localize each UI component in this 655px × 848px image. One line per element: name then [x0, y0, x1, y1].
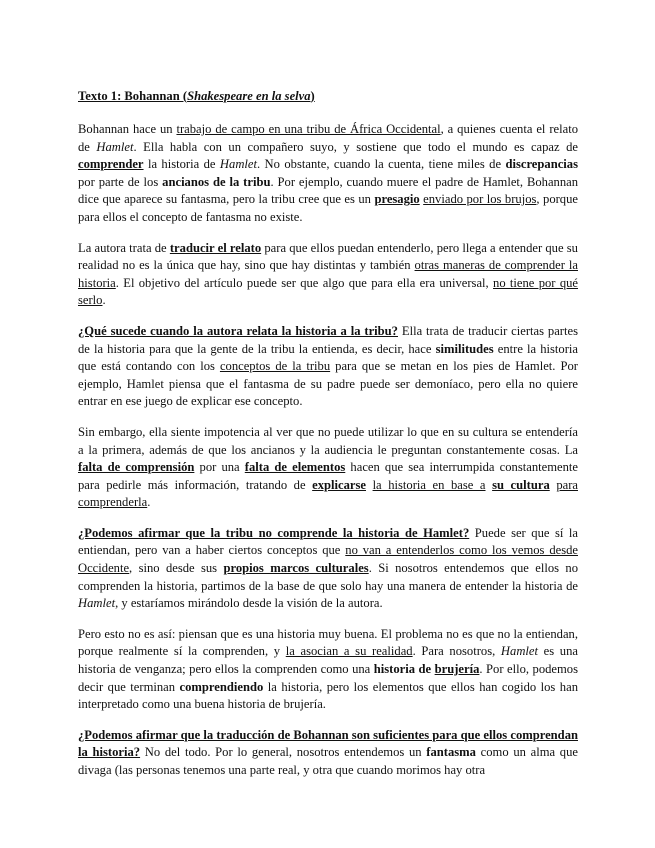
text-run: la historia de — [143, 157, 220, 172]
text-run: para que ellos puedan entenderlo, pero llega a entender que su realidad no es la única que hay, sino que hay distintas y también — [78, 240, 578, 273]
text-run: fantasma — [426, 745, 476, 760]
title-italic: Shakespeare en la selva — [187, 89, 311, 103]
text-run: , y estaríamos mirándolo desde la visión de la autora. — [115, 596, 383, 611]
text-run: Pero esto no es así: piensan que es una historia muy buena. El problema no es que no la entiendan, porque realmente sí la comprenden, y — [78, 626, 578, 659]
text-run: la historia, pero los elementos que ellos han cogido los han interpretado como una buena historia de brujería. — [78, 679, 578, 712]
text-run: . Para nosotros, — [412, 644, 501, 659]
text-run: como un alma que divaga (las personas tenemos una parte real, y otra que cuando morimos hay otra — [78, 745, 578, 777]
text-run: . El objetivo del artículo puede ser que algo que para ella era universal, — [115, 275, 494, 290]
text-run: . Si nosotros entendemos que ellos no comprenden la historia, partimos de la base de que solo hay una manera de entender la historia de — [78, 561, 578, 593]
text-run: la historia en base a — [372, 477, 486, 492]
paragraph-1 — [78, 121, 578, 227]
paragraph-4 — [78, 424, 578, 512]
text-run: Puede ser que sí la entiendan, pero van a haber ciertos conceptos que — [78, 525, 578, 558]
text-run: explicarse — [312, 477, 366, 492]
text-run: su cultura — [492, 477, 550, 492]
text-run: . Ella habla con un compañero suyo, y sostiene que todo el mundo es capaz de — [133, 139, 578, 154]
text-run: traducir el relato — [169, 240, 262, 255]
text-run: , a quienes cuenta el relato de — [78, 122, 579, 154]
text-run: historia de — [373, 662, 435, 677]
text-run: Hamlet — [500, 644, 538, 659]
text-run: , sino desde sus — [129, 561, 224, 576]
document-body — [78, 121, 578, 780]
text-run: no van a entenderlos como los vemos desde Occidente — [78, 543, 578, 576]
text-run: Sin embargo, ella siente impotencia al ver que no puede utilizar lo que en su cultura se entendería a la primera, además de que los ancianos y la audiencia le preguntan constantemente cosas. La — [78, 424, 578, 457]
text-run: ¿Qué sucede cuando la autora relata la historia a la tribu? — [78, 323, 398, 338]
text-run: falta de comprensión — [78, 460, 195, 475]
text-run: para que se metan en los pies de Hamlet. Por ejemplo, Hamlet piensa que el fantasma de su padre puede ser demoníaco, pero ella no quiere entrar en ese juego de explicar ese concepto. — [78, 359, 578, 409]
text-run: por una — [194, 460, 245, 475]
text-run: Hamlet — [219, 157, 257, 172]
text-run: comprendiendo — [179, 679, 264, 694]
text-run: brujería — [434, 662, 480, 677]
text-run: . Por ello, podemos decir que terminan — [78, 662, 579, 694]
text-run: conceptos de la tribu — [219, 359, 331, 374]
text-run: otras maneras de comprender la historia — [78, 258, 578, 290]
text-run: . No obstante, cuando la cuenta, tiene miles de — [257, 157, 506, 172]
text-run: ¿Podemos afirmar que la traducción de Bohannan son suficientes para que ellos comprendan la historia? — [78, 727, 578, 760]
text-run: No del todo. Por lo general, nosotros entendemos un — [140, 745, 427, 760]
text-run: ancianos de la tribu — [162, 174, 271, 189]
text-run: ¿Podemos afirmar que la tribu no comprende la historia de Hamlet? — [78, 525, 470, 540]
text-run: Ella trata de traducir ciertas partes de la historia para que la gente de la tribu la entienda, es decir, hace — [78, 323, 578, 356]
paragraph-2 — [78, 240, 578, 310]
text-run: . — [102, 293, 106, 308]
text-run: Hamlet — [96, 139, 134, 154]
text-run: falta de elementos — [244, 460, 346, 475]
text-run: similitudes — [435, 341, 494, 356]
text-run: la asocian a su realidad — [285, 644, 413, 659]
text-run: La autora trata de — [78, 240, 170, 255]
text-run: entre la historia que está contando con los — [78, 341, 579, 374]
paragraph-3 — [78, 323, 578, 411]
text-run: para comprenderla — [78, 477, 578, 510]
text-run: presagio — [374, 192, 420, 207]
text-run: es una historia de venganza; pero ellos la comprenden como una — [78, 644, 578, 677]
text-run: enviado por los brujos — [423, 192, 537, 207]
text-run: propios marcos culturales — [223, 561, 369, 576]
paragraph-7 — [78, 727, 578, 780]
text-run: discrepancias — [505, 157, 578, 172]
text-run: por parte de los — [78, 174, 163, 189]
paragraph-6 — [78, 626, 578, 714]
text-run: . — [147, 495, 151, 510]
text-run: Bohannan hace un — [78, 122, 177, 136]
paragraph-5 — [78, 525, 578, 613]
text-run: comprender — [78, 157, 144, 172]
title-suffix: ) — [310, 89, 315, 103]
text-run: Hamlet — [78, 596, 116, 611]
text-run: trabajo de campo en una tribu de África Occidental — [176, 122, 441, 136]
text-run: , porque para ellos el concepto de fantasma no existe. — [78, 192, 578, 224]
document-title — [78, 88, 578, 105]
text-run: hacen que sea interrumpida constantemente para pedirle más información, tratando de — [78, 460, 578, 492]
text-run: . Por ejemplo, cuando muere el padre de Hamlet, Bohannan dice que aparece su fantasma, pero la tribu cree que es un — [78, 174, 579, 207]
title-prefix: Texto 1: Bohannan ( — [78, 89, 188, 103]
text-run: no tiene por qué serlo — [78, 275, 579, 308]
